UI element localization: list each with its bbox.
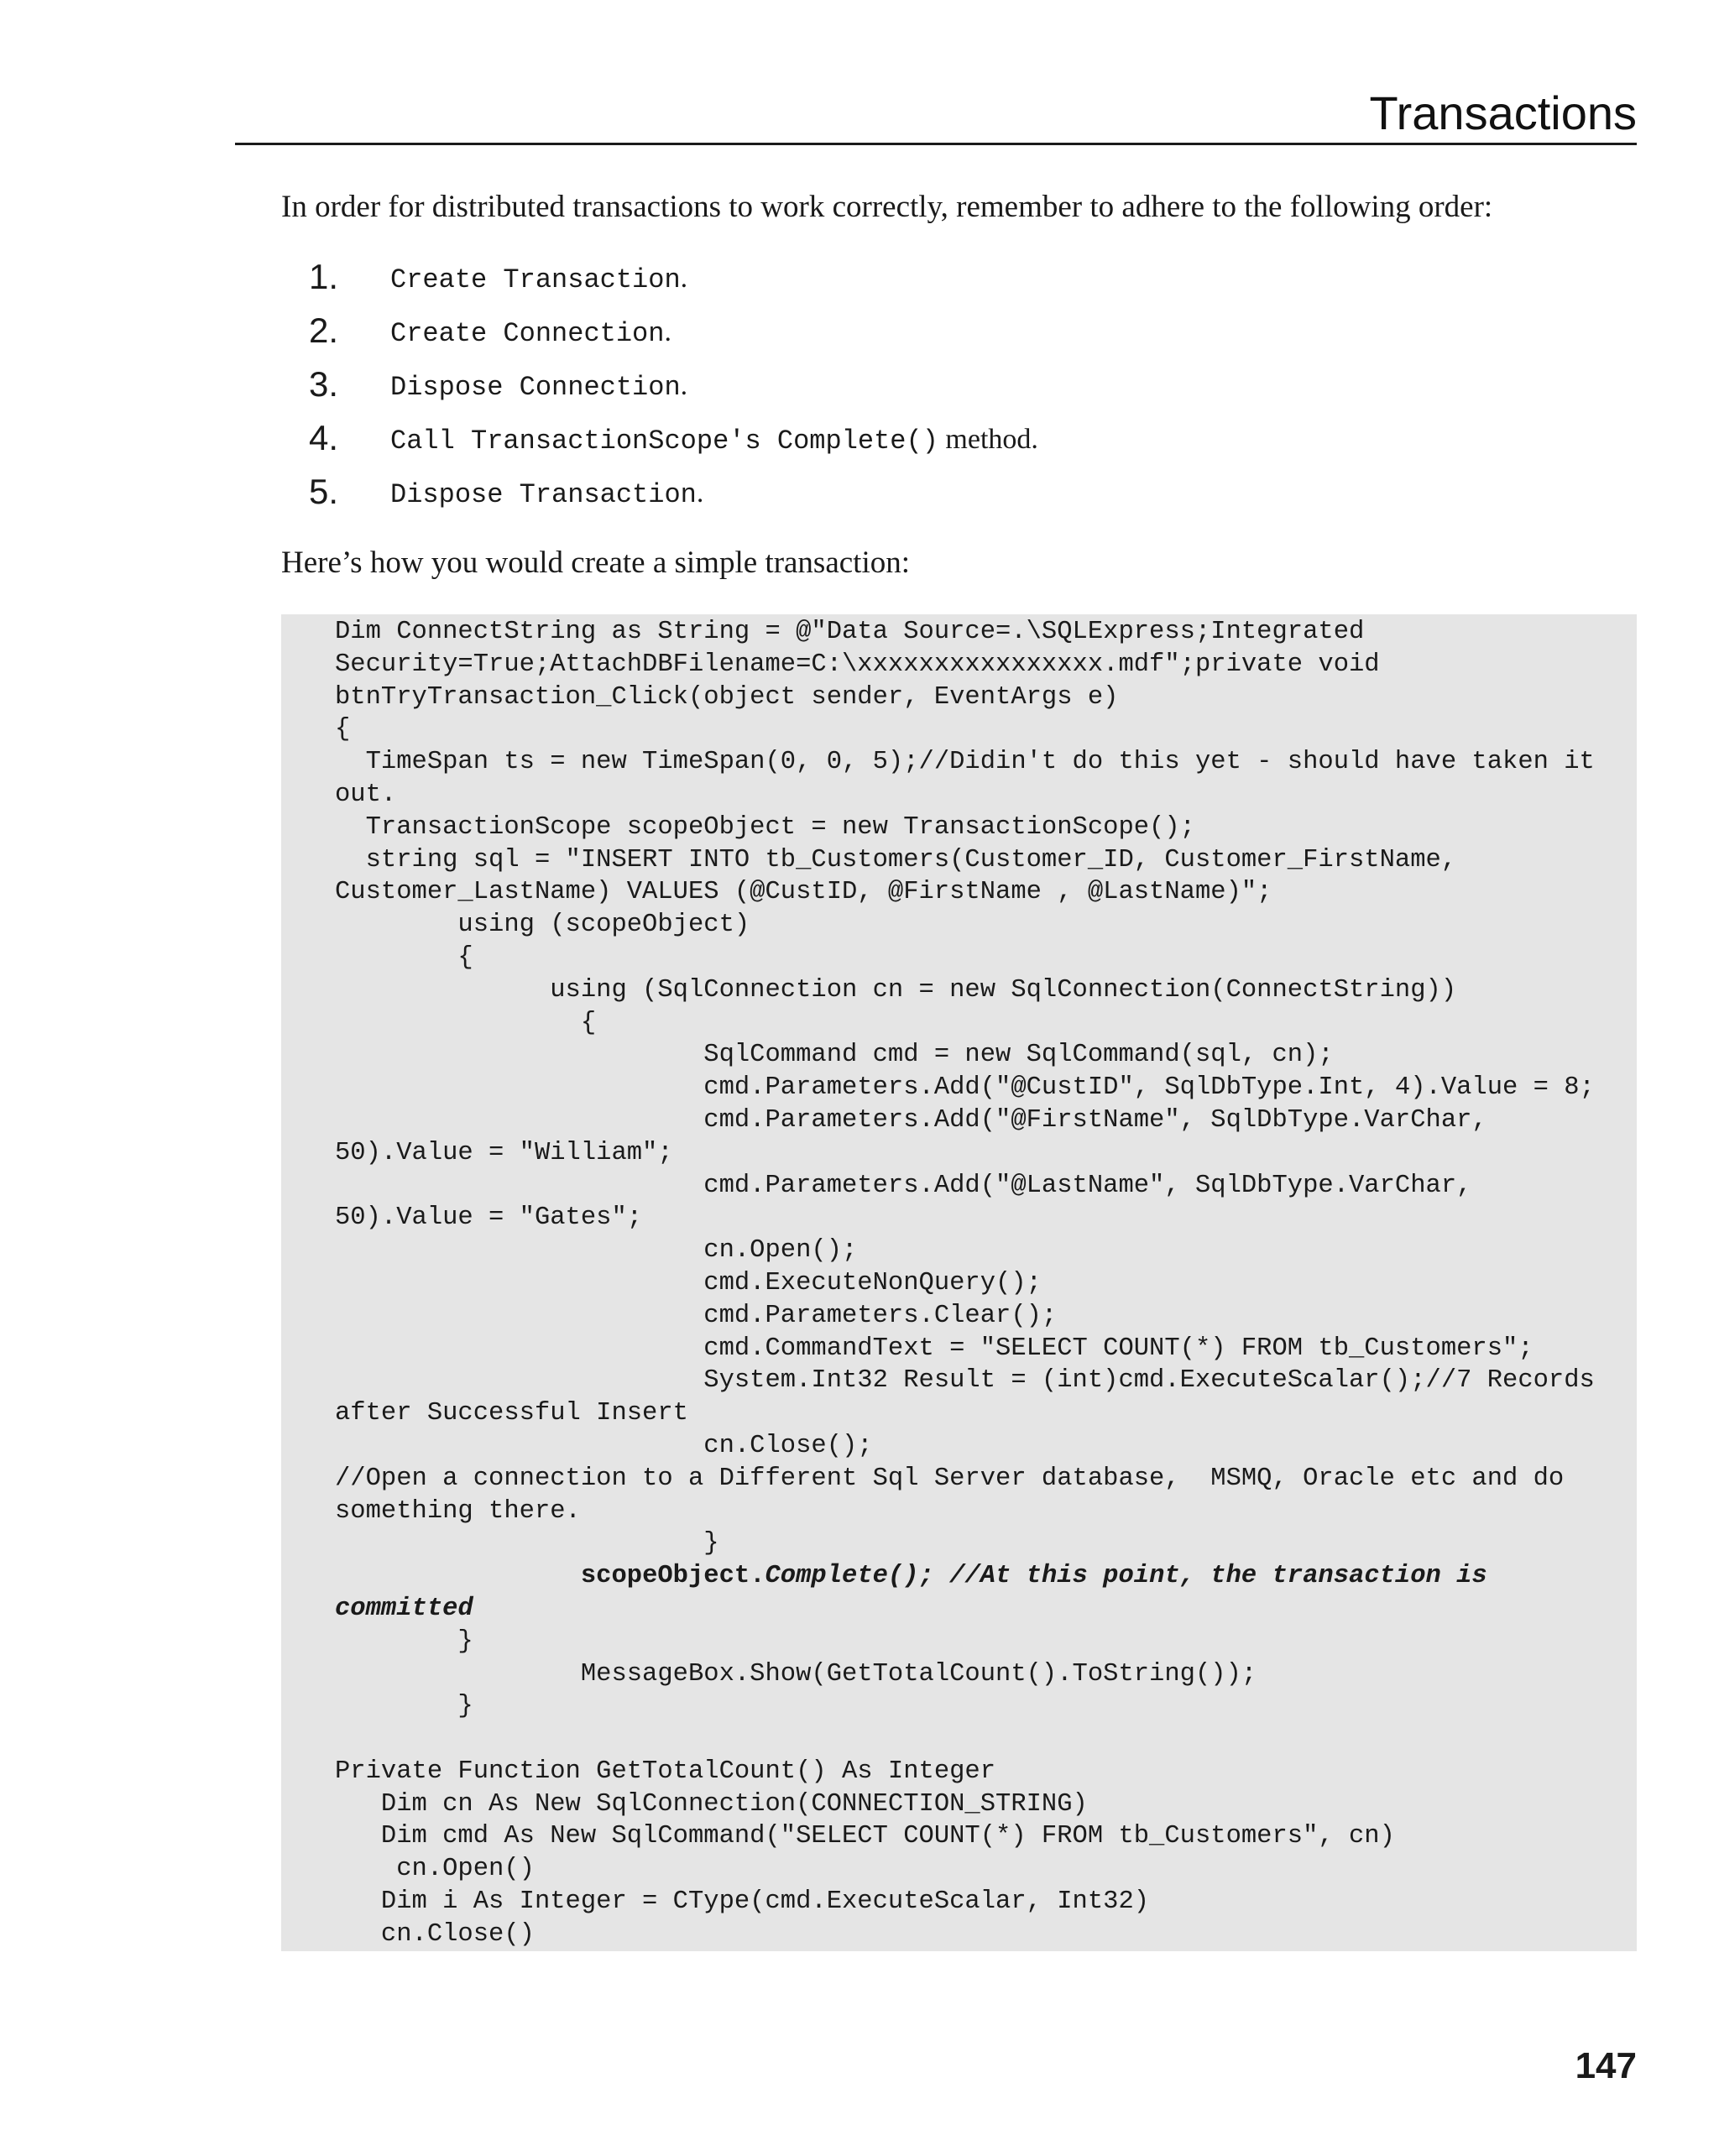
code-segment <box>335 1562 581 1590</box>
step-number: 5. <box>309 472 339 511</box>
code-line: after Successful Insert <box>335 1399 688 1428</box>
step-number: 2. <box>309 311 339 350</box>
code-line: out. <box>335 780 397 809</box>
code-line: TransactionScope scopeObject = new TransactionScope(); <box>335 812 1195 842</box>
step-text <box>390 419 1038 462</box>
code-line: using (SqlConnection cn = new SqlConnection(ConnectString)) <box>335 975 1457 1005</box>
page-number: 147 <box>1575 2045 1637 2086</box>
code-line <box>335 1562 1487 1590</box>
step-text-part: method. <box>938 424 1038 455</box>
code-line: string sql = "INSERT INTO tb_Customers(Customer_ID, Customer_FirstName, <box>335 845 1457 874</box>
code-line: Dim cn As New SqlConnection(CONNECTION_STRING) <box>335 1789 1088 1819</box>
code-line: 50).Value = "Gates"; <box>335 1203 643 1233</box>
code-line: cmd.ExecuteNonQuery(); <box>335 1268 1042 1297</box>
code-line: { <box>335 942 473 972</box>
step-number: 4. <box>309 418 339 457</box>
code-line: { <box>335 1008 597 1037</box>
code-segment: scopeObject. <box>580 1562 765 1591</box>
code-line: cn.Close() <box>335 1919 535 1949</box>
code-line: } <box>335 1626 473 1656</box>
running-header: Transactions <box>1369 86 1637 139</box>
code-line: cmd.Parameters.Add("@CustID", SqlDbType.Int, 4).Value = 8; <box>335 1073 1595 1103</box>
code-line: Dim ConnectString as String = @"Data Source=.\SQLExpress;Integrated <box>335 618 1365 646</box>
lead-paragraph: Here’s how you would create a simple transaction: <box>281 546 911 580</box>
step-text-part: . <box>680 263 688 294</box>
step-text <box>390 365 687 409</box>
step-text-part: Dispose Transaction <box>390 479 697 510</box>
code-line <box>335 1595 473 1623</box>
step-text <box>390 258 687 301</box>
code-segment: committed <box>335 1594 473 1623</box>
code-line: something there. <box>335 1496 581 1526</box>
step-text-part: . <box>696 478 704 509</box>
code-line: TimeSpan ts = new TimeSpan(0, 0, 5);//Didin't do this yet - should have taken it <box>335 748 1595 777</box>
code-line: cmd.Parameters.Add("@LastName", SqlDbType.VarChar, <box>335 1171 1472 1200</box>
code-line: System.Int32 Result = (int)cmd.ExecuteScalar();//7 Records <box>335 1366 1595 1396</box>
code-line: cmd.CommandText = "SELECT COUNT(*) FROM tb_Customers"; <box>335 1334 1534 1363</box>
code-listing <box>335 616 1595 1951</box>
code-line: cmd.Parameters.Clear(); <box>335 1301 1058 1330</box>
step-text-part: Call TransactionScope's Complete() <box>390 425 938 457</box>
code-line: SqlCommand cmd = new SqlCommand(sql, cn); <box>335 1041 1334 1070</box>
code-line: } <box>335 1529 719 1558</box>
code-segment: Complete(); //At this point, the transaction is <box>765 1562 1487 1591</box>
code-line: using (scopeObject) <box>335 911 750 940</box>
step-text <box>390 311 671 355</box>
code-line: Private Function GetTotalCount() As Integer <box>335 1757 996 1786</box>
code-line: //Open a connection to a Different Sql Server database, MSMQ, Oracle etc and do <box>335 1464 1565 1493</box>
intro-paragraph: In order for distributed transactions to work correctly, remember to adhere to the following order: <box>281 190 1493 224</box>
code-line: 50).Value = "William"; <box>335 1138 673 1167</box>
code-line: Dim i As Integer = CType(cmd.ExecuteScalar, Int32) <box>335 1887 1150 1917</box>
code-line: cn.Open(); <box>335 1236 858 1266</box>
code-line: btnTryTransaction_Click(object sender, EventArgs e) <box>335 682 1119 712</box>
step-text <box>390 472 703 516</box>
code-line: cn.Open() <box>335 1855 535 1884</box>
step-text-part: Dispose Connection <box>390 372 681 403</box>
step-number: 3. <box>309 364 339 404</box>
step-number: 1. <box>309 257 339 296</box>
code-line: { <box>335 715 351 744</box>
step-text-part: . <box>680 370 688 401</box>
code-line: MessageBox.Show(GetTotalCount().ToString()); <box>335 1659 1257 1689</box>
step-text-part: . <box>664 316 671 347</box>
code-block <box>281 614 1637 1951</box>
code-line: cn.Close(); <box>335 1431 873 1460</box>
code-line: Security=True;AttachDBFilename=C:\xxxxxxxxxxxxxxxx.mdf";private void <box>335 650 1380 679</box>
step-text-part: Create Transaction <box>390 264 681 295</box>
code-line: } <box>335 1692 473 1721</box>
code-line: Dim cmd As New SqlCommand("SELECT COUNT(*) FROM tb_Customers", cn) <box>335 1822 1395 1851</box>
code-line: cmd.Parameters.Add("@FirstName", SqlDbType.VarChar, <box>335 1105 1487 1135</box>
code-line: Customer_LastName) VALUES (@CustID, @FirstName , @LastName)"; <box>335 878 1272 907</box>
step-text-part: Create Connection <box>390 318 665 349</box>
header-rule <box>235 143 1637 145</box>
